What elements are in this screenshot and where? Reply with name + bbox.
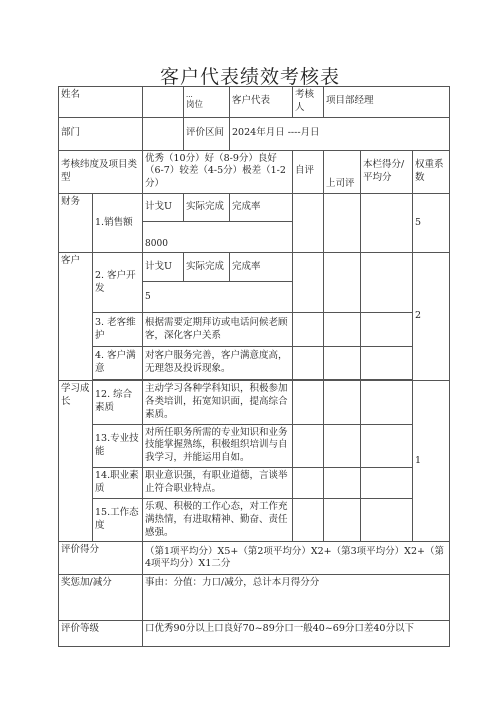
item-name: 13.专业技能: [93, 424, 143, 467]
period-value[interactable]: 2024年月日 ----月日: [230, 117, 450, 150]
position-mark: ...: [186, 91, 193, 100]
item-value[interactable]: 5: [143, 282, 293, 313]
item-name: 3. 老客维护: [93, 313, 143, 347]
supervisor-score[interactable]: [324, 498, 361, 541]
supervisor-score[interactable]: [324, 253, 361, 313]
score-formula: （第1项平均分）X5+（第2项平均分）X2+（第3项平均分）X2+（第4项平均分）X1二分: [143, 542, 450, 575]
item-value[interactable]: 8000: [143, 222, 293, 253]
avg-score[interactable]: [361, 194, 413, 253]
col-dimension: 考核纬度及项目类型: [59, 150, 143, 193]
self-score[interactable]: [293, 313, 324, 347]
item-name: 2. 客户开发: [93, 253, 143, 313]
grade-options[interactable]: 口优秀90分以上口良好70~89分口一般40~69分口差40分以下: [143, 621, 450, 647]
col-weight: 权重系数: [413, 150, 450, 193]
position-value[interactable]: 客户代表: [230, 87, 293, 118]
item-name: 15.工作态度: [93, 498, 143, 541]
item-desc: 根据需要定期拜访或电话问候老顾客，深化客户关系: [143, 313, 293, 347]
self-score[interactable]: [293, 194, 324, 253]
item-desc: 乐观、积极的工作心态，对工作充满热情，有进取精神、勤奋、责任感强。: [143, 498, 293, 541]
page-title: 客户代表绩效考核表: [159, 66, 340, 88]
item-name: 4. 客户满意: [93, 347, 143, 380]
grade-label: 评价等级: [59, 621, 143, 647]
col-self: 自评: [293, 150, 324, 193]
bonus-label: 奖惩加/减分: [59, 575, 143, 621]
name-value-cell[interactable]: [143, 87, 184, 118]
item-name: 12. 综合素质: [93, 381, 143, 424]
plan-label: 计戈U: [143, 253, 184, 282]
col-scale: 优秀（10分）好（8-9分）良好（6-7）较差（4-5分）极差（1-2分）: [143, 150, 293, 193]
reviewer-label: 考核人: [293, 87, 324, 118]
col-avg: 本栏得分/平均分: [361, 150, 413, 193]
item-desc: 主动学习各种学科知识，积极参加各类培训，拓宽知识面，提高综合素质。: [143, 381, 293, 424]
avg-score[interactable]: [361, 253, 413, 313]
plan-label: 计戈U: [143, 194, 184, 222]
section-learning: 学习成长: [59, 381, 93, 542]
col-supervisor: 上司评: [324, 150, 361, 193]
supervisor-score[interactable]: [324, 467, 361, 498]
rate-label: 完成率: [230, 194, 293, 222]
actual-label: 实际完成: [184, 194, 230, 222]
avg-score[interactable]: [361, 381, 413, 424]
bonus-text[interactable]: 事由：分值：力口/减分，总计本月得分分: [143, 575, 450, 621]
self-score[interactable]: [293, 253, 324, 313]
self-score[interactable]: [293, 424, 324, 467]
appraisal-table: [58, 86, 450, 647]
self-score[interactable]: [293, 467, 324, 498]
section-customer: 客户: [59, 253, 93, 381]
position-label-cell: [184, 87, 230, 118]
dept-label: 部门: [59, 117, 143, 150]
avg-score[interactable]: [361, 347, 413, 380]
item-desc: 职业意识强，有职业道德，言谈举止符合职业特点。: [143, 467, 293, 498]
weight-learning: 1: [413, 381, 450, 542]
self-score[interactable]: [293, 498, 324, 541]
actual-label: 实际完成: [184, 253, 230, 282]
weight-customer: 2: [413, 253, 450, 381]
item-desc: 对所任职务所需的专业知识和业务技能掌握熟练，积极组织培训与自我学习，并能运用自如。: [143, 424, 293, 467]
name-label: 姓名: [59, 87, 143, 118]
dept-value-cell[interactable]: [143, 117, 184, 150]
item-name: 14.职业素质: [93, 467, 143, 498]
rate-label: 完成率: [230, 253, 293, 282]
supervisor-score[interactable]: [324, 347, 361, 380]
avg-score[interactable]: [361, 424, 413, 467]
self-score[interactable]: [293, 381, 324, 424]
avg-score[interactable]: [361, 313, 413, 347]
avg-score[interactable]: [361, 498, 413, 541]
reviewer-value[interactable]: 项目部经理: [324, 87, 450, 118]
supervisor-score[interactable]: [324, 313, 361, 347]
period-label: 评价区间: [184, 117, 230, 150]
weight-finance: 5: [413, 194, 450, 253]
score-label: 评价得分: [59, 542, 143, 575]
item-desc: 对客户服务完善，客户满意度高，无理怨及投诉现象。: [143, 347, 293, 380]
item-name: 1.销售额: [93, 194, 143, 253]
avg-score[interactable]: [361, 467, 413, 498]
section-finance: 财务: [59, 194, 93, 253]
self-score[interactable]: [293, 347, 324, 380]
position-label: 岗位: [186, 99, 204, 110]
supervisor-score[interactable]: [324, 194, 361, 253]
supervisor-score[interactable]: [324, 381, 361, 424]
supervisor-score[interactable]: [324, 424, 361, 467]
